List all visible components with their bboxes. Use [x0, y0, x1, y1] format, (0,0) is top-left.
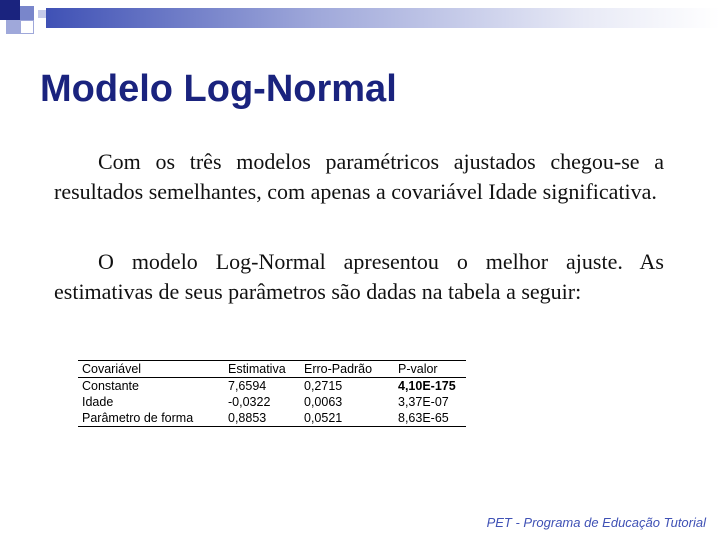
table-cell: 7,6594	[228, 379, 267, 393]
corner-square-dark	[0, 0, 20, 20]
corner-square-light	[6, 20, 20, 34]
table-cell: Idade	[82, 395, 114, 409]
table-cell: 0,2715	[304, 379, 343, 393]
column-header-p-valor: P-valor	[394, 361, 466, 378]
table-row	[78, 378, 466, 395]
column-header-covariavel: Covariável	[78, 361, 224, 378]
paragraph-1	[54, 147, 664, 207]
corner-square-medium	[20, 6, 34, 20]
footer-text: PET - Programa de Educação Tutorial	[486, 515, 706, 530]
header-gradient-banner	[46, 8, 720, 28]
paragraph-2-text: O modelo Log-Normal apresentou o melhor ajuste. As estimativas de seus parâmetros são dadas na tabela a seguir:	[54, 249, 664, 304]
table-cell: 0,0063	[304, 395, 343, 409]
table-row	[78, 394, 466, 410]
column-header-erro-padrao: Erro-Padrão	[300, 361, 394, 378]
table-cell: 0,8853	[224, 410, 300, 427]
table-cell: Constante	[82, 379, 139, 393]
table-cell: 0,0521	[300, 410, 394, 427]
table-header-row	[78, 361, 466, 378]
table-cell: Parâmetro de forma	[78, 410, 224, 427]
column-header-estimativa: Estimativa	[224, 361, 300, 378]
table-cell: 8,63E-65	[394, 410, 466, 427]
corner-square-small	[38, 10, 46, 18]
corner-square-outline	[20, 20, 34, 34]
table-cell: 3,37E-07	[398, 395, 449, 409]
slide-title: Modelo Log-Normal	[40, 68, 397, 110]
estimates-table	[78, 360, 466, 427]
paragraph-1-text: Com os três modelos paramétricos ajustados chegou-se a resultados semelhantes, com apenas a covariável Idade significativa.	[54, 149, 664, 204]
table-row	[78, 410, 466, 427]
table-cell: 4,10E-175	[398, 379, 456, 393]
table-cell: -0,0322	[228, 395, 271, 409]
paragraph-2	[54, 247, 664, 307]
